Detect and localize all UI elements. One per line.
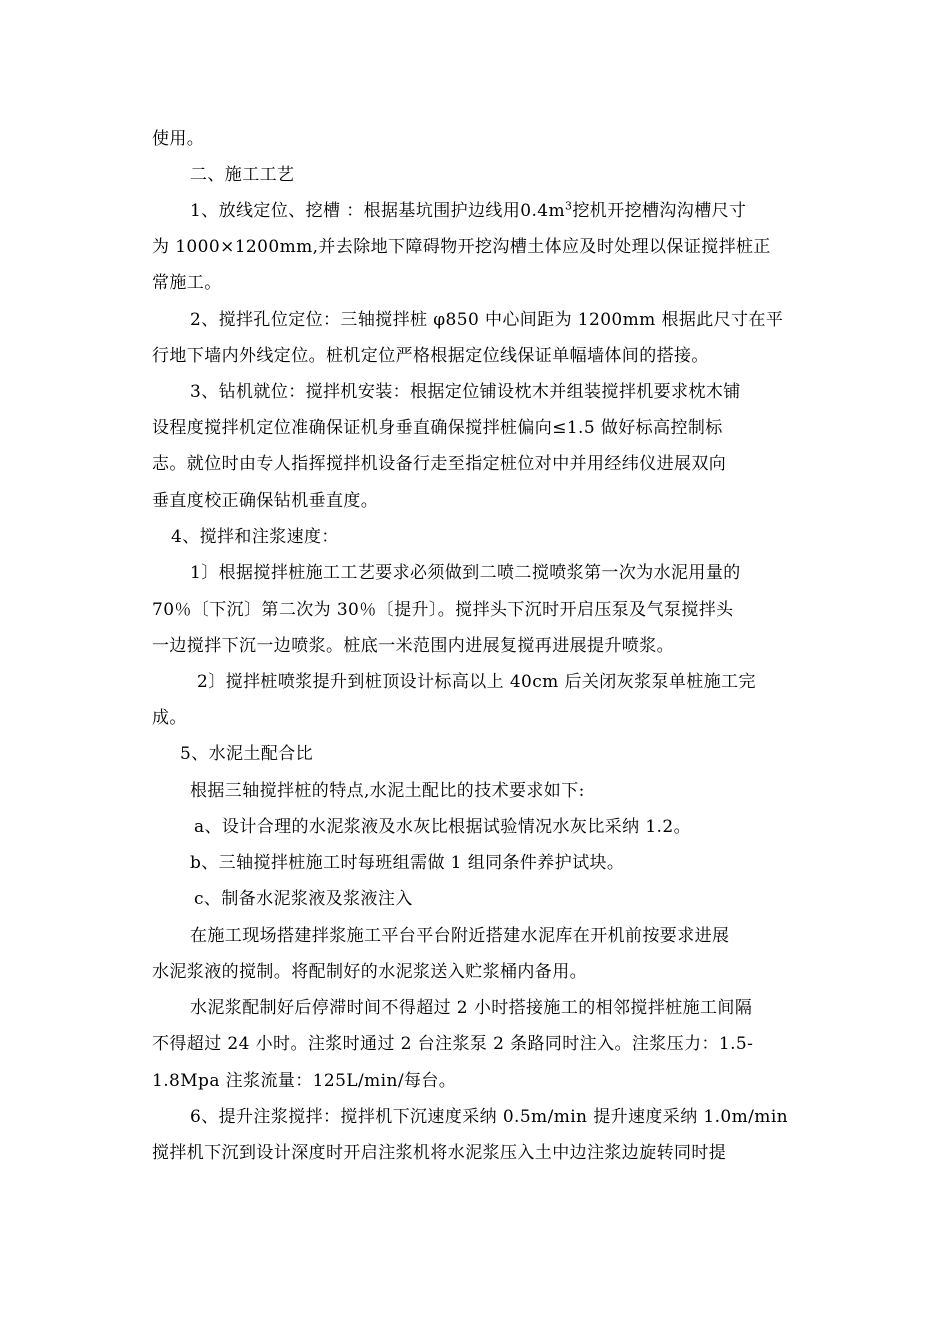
text-line: 常施工。 — [152, 273, 222, 293]
text-line: 一边搅拌下沉一边喷浆。桩底一米范围内进展复搅再进展提升喷浆。 — [152, 636, 674, 656]
text-line: a、设计合理的水泥浆液及水灰比根据试验情况水灰比采纳 1.2。 — [194, 817, 691, 837]
text-line: 在施工现场搭建拌浆施工平台平台附近搭建水泥库在开机前按要求进展 — [190, 926, 730, 946]
text-line: 设程度搅拌机定位准确保证机身垂直确保搅拌桩偏向≤1.5 做好标高控制标 — [152, 418, 723, 438]
text-line: 3、钻机就位：搅拌机安装：根据定位铺设枕木并组装搅拌机要求枕木铺 — [190, 382, 741, 402]
text-line: 为 1000×1200mm,并去除地下障碍物开挖沟槽土体应及时处理以保证搅拌桩正 — [152, 237, 771, 257]
text-line: 垂直度校正确保钻机垂直度。 — [152, 491, 379, 511]
text-line: 使用。 — [152, 129, 205, 149]
text-line: 成。 — [152, 708, 187, 728]
text-line: 2、搅拌孔位定位：三轴搅拌桩 φ850 中心间距为 1200mm 根据此尺寸在平 — [190, 310, 784, 330]
text-line: 根据三轴搅拌桩的特点,水泥土配比的技术要求如下: — [190, 781, 585, 801]
text-line: 1、放线定位、挖槽 ：根据基坑围护边线用$0.4m^3$挖机开挖槽沟沟槽尺寸 — [190, 199, 747, 221]
section-heading: 5、水泥土配合比 — [180, 744, 314, 764]
text-line: 70％〔下沉〕第二次为 30％〔提升〕。搅拌头下沉时开启压泵及气泵搅拌头 — [152, 600, 734, 620]
text-line: 水泥浆配制好后停滞时间不得超过 2 小时搭接施工的相邻搅拌桩施工间隔 — [190, 998, 753, 1018]
text-line: 6、提升注浆搅拌：搅拌机下沉速度采纳 0.5m/min 提升速度采纳 1.0m/min — [190, 1107, 789, 1127]
text-line: 志。就位时由专人指挥搅拌机设备行走至指定桩位对中并用经纬仪进展双向 — [152, 454, 727, 474]
text-line: c、制备水泥浆液及浆液注入 — [194, 889, 413, 909]
text-line: 不得超过 24 小时。注浆时通过 2 台注浆泵 2 条路同时注入。注浆压力：1.5- — [152, 1034, 754, 1054]
text-line: 水泥浆液的搅制。将配制好的水泥浆送入贮浆桶内备用。 — [152, 962, 587, 982]
section-heading: 4、搅拌和注浆速度： — [171, 527, 339, 547]
section-heading: 二、施工工艺 — [190, 165, 295, 185]
text-line: 搅拌机下沉到设计深度时开启注浆机将水泥浆压入土中边注浆边旋转同时提 — [152, 1143, 727, 1163]
text-line: 1〕根据搅拌桩施工工艺要求必须做到二喷二搅喷浆第一次为水泥用量的 — [190, 563, 741, 583]
text-line: 1.8Mpa 注浆流量：125L/min/每台。 — [152, 1071, 457, 1091]
text-line: 2〕搅拌桩喷浆提升到桩顶设计标高以上 40cm 后关闭灰浆泵单桩施工完 — [197, 672, 756, 692]
text-line: b、三轴搅拌桩施工时每班组需做 1 组同条件养护试块。 — [190, 853, 625, 873]
text-line: 行地下墙内外线定位。桩机定位严格根据定位线保证单幅墙体间的搭接。 — [152, 346, 709, 366]
